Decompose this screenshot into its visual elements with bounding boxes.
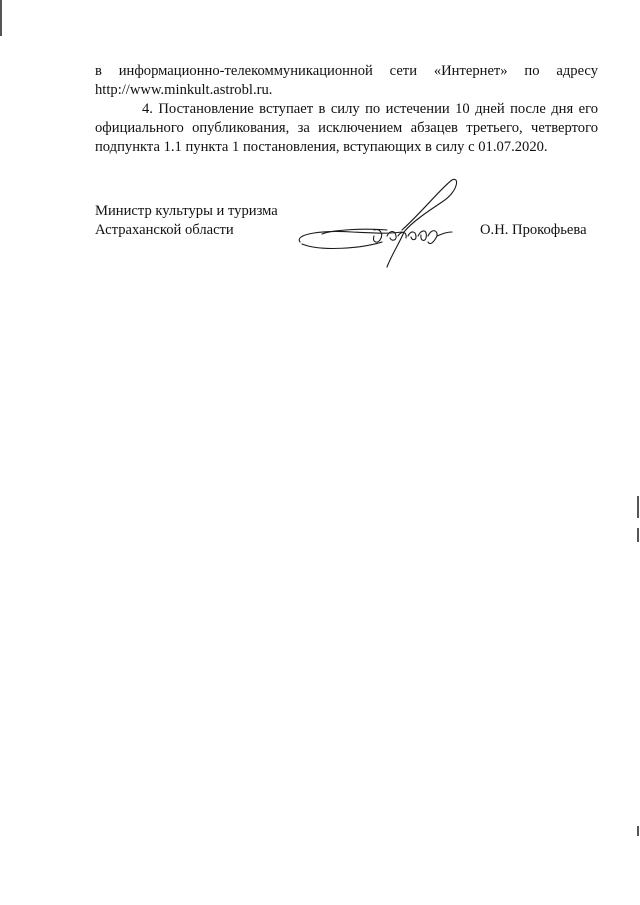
scan-edge-mark bbox=[637, 826, 639, 836]
signer-position bbox=[95, 202, 278, 240]
position-line: Астраханской области bbox=[95, 222, 234, 238]
website-address: http://www.minkult.astrobl.ru. bbox=[95, 82, 273, 98]
paragraph-internet-address bbox=[95, 62, 598, 100]
text-line: подпункта 1.1 пункта 1 постановления, вступающих в силу с 01.07.2020. bbox=[95, 139, 548, 155]
signature-icon bbox=[292, 172, 472, 272]
signer-name: О.Н. Прокофьева bbox=[480, 222, 587, 238]
text-line: 4. Постановление вступает в силу по истечении 10 дней после дня его bbox=[142, 101, 598, 117]
paragraph-effective-date bbox=[95, 100, 598, 157]
position-line: Министр культуры и туризма bbox=[95, 203, 278, 219]
scan-edge-mark bbox=[0, 0, 2, 36]
document-body bbox=[95, 62, 598, 157]
text-line: в информационно-телекоммуникационной сети «Интернет» по адресу bbox=[95, 63, 598, 79]
scan-edge-mark bbox=[637, 496, 639, 518]
text-line: официального опубликования, за исключением абзацев третьего, четвертого bbox=[95, 120, 598, 136]
scan-edge-mark bbox=[637, 528, 639, 542]
